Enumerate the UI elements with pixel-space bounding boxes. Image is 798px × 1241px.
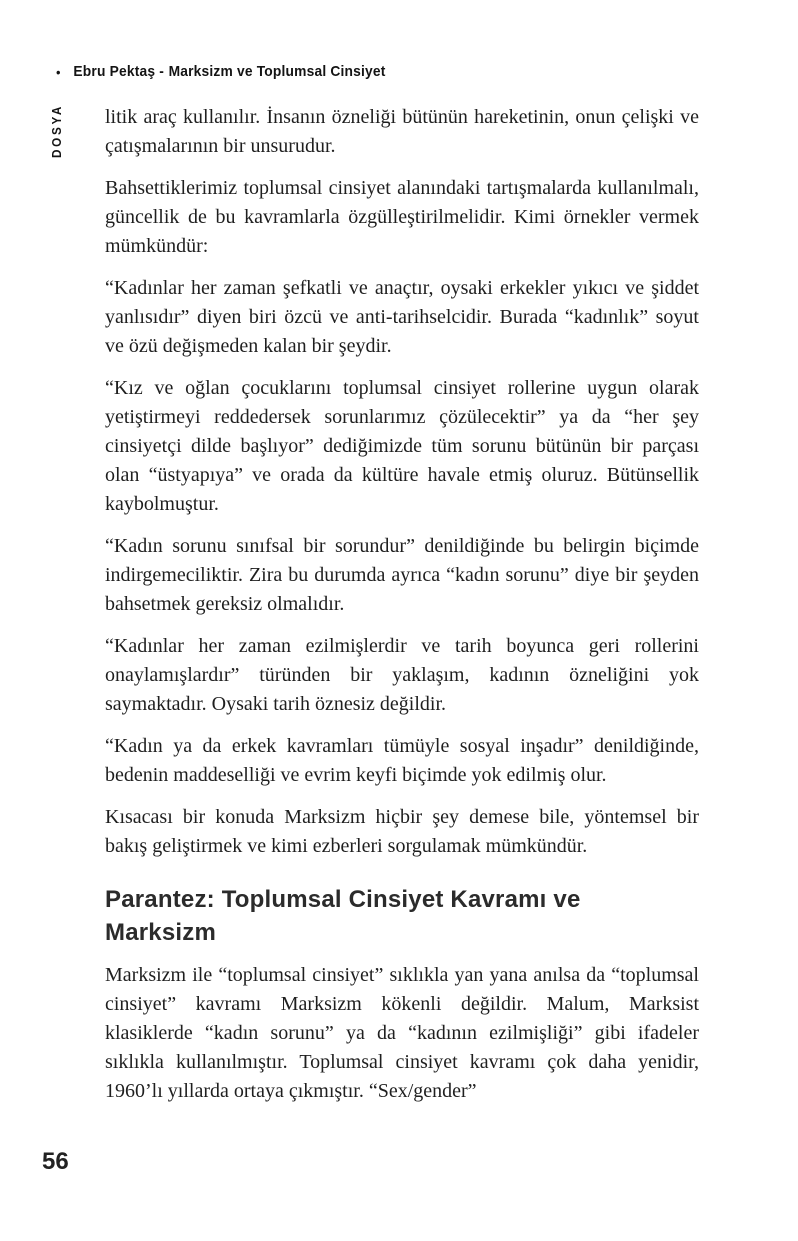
page-number: 56 bbox=[42, 1148, 69, 1175]
bullet-icon: • bbox=[56, 63, 61, 80]
paragraph: “Kadınlar her zaman ezilmişlerdir ve tarih boyunca geri rollerini onaylamışlardır” türünden bir yaklaşım, kadının özneliğini yok saymaktadır. Oysaki tarih öznesiz değildir. bbox=[105, 635, 699, 715]
article-body bbox=[105, 103, 699, 1106]
paragraph: “Kız ve oğlan çocuklarını toplumsal cinsiyet rollerine uygun olarak yetiştirmeyi reddedersek sorunlarımız çözülecektir” ya da “her şey cinsiyetçi dilde başlıyor” dediğimizde tüm sorunu bütünün bir parçası olan “üstyapıya” ve orada da kültüre havale etmiş oluruz. Bütünsellik kaybolmuştur. bbox=[105, 377, 699, 515]
byline bbox=[73, 63, 385, 80]
paragraph: “Kadın sorunu sınıfsal bir sorundur” denildiğinde bu belirgin biçimde indirgemeciliktir. Zira bu durumda ayrıca “kadın sorunu” diye bir şeyden bahsetmek gereksiz olmalıdır. bbox=[105, 535, 699, 615]
paragraph: “Kadınlar her zaman şefkatli ve anaçtır, oysaki erkekler yıkıcı ve şiddet yanlısıdır” diyen biri özcü ve anti-tarihselcidir. Burada “kadınlık” soyut ve özü değişmeden kalan bir şeydir. bbox=[105, 277, 699, 357]
paragraph: litik araç kullanılır. İnsanın özneliği bütünün hareketinin, onun çelişki ve çatışmalarının bir unsurudur. bbox=[105, 106, 699, 157]
section-heading: Parantez: Toplumsal Cinsiyet Kavramı ve Marksizm bbox=[105, 886, 581, 946]
paragraph: Bahsettiklerimiz toplumsal cinsiyet alanındaki tartışmalarda kullanılmalı, güncellik de bu kavramlarla özgülleştirilmelidir. Kimi örnekler vermek mümkündür: bbox=[105, 177, 699, 257]
paragraph: Kısacası bir konuda Marksizm hiçbir şey demese bile, yöntemsel bir bakış geliştirmek ve kimi ezberleri sorgulamak mümkündür. bbox=[105, 806, 699, 857]
paragraph: “Kadın ya da erkek kavramları tümüyle sosyal inşadır” denildiğinde, bedenin maddeselliği ve evrim keyfi biçimde yok edilmiş olur. bbox=[105, 735, 699, 786]
author-name: Ebru Pektaş - bbox=[73, 63, 164, 80]
book-title: Marksizm ve Toplumsal Cinsiyet bbox=[168, 63, 386, 80]
paragraph: Marksizm ile “toplumsal cinsiyet” sıklıkla yan yana anılsa da “toplumsal cinsiyet” kavramı Marksizm kökenli değildir. Malum, Marksist klasiklerde “kadın sorunu” ya da “kadının ezilmişliği” gibi ifadeler sıklıkla kullanılmıştır. Toplumsal cinsiyet kavramı çok daha yenidir, 1960’lı yıllarda ortaya çıkmıştır. “Sex/gender” bbox=[105, 964, 699, 1102]
running-head bbox=[56, 63, 386, 80]
section-side-label: DOSYA bbox=[49, 103, 64, 158]
